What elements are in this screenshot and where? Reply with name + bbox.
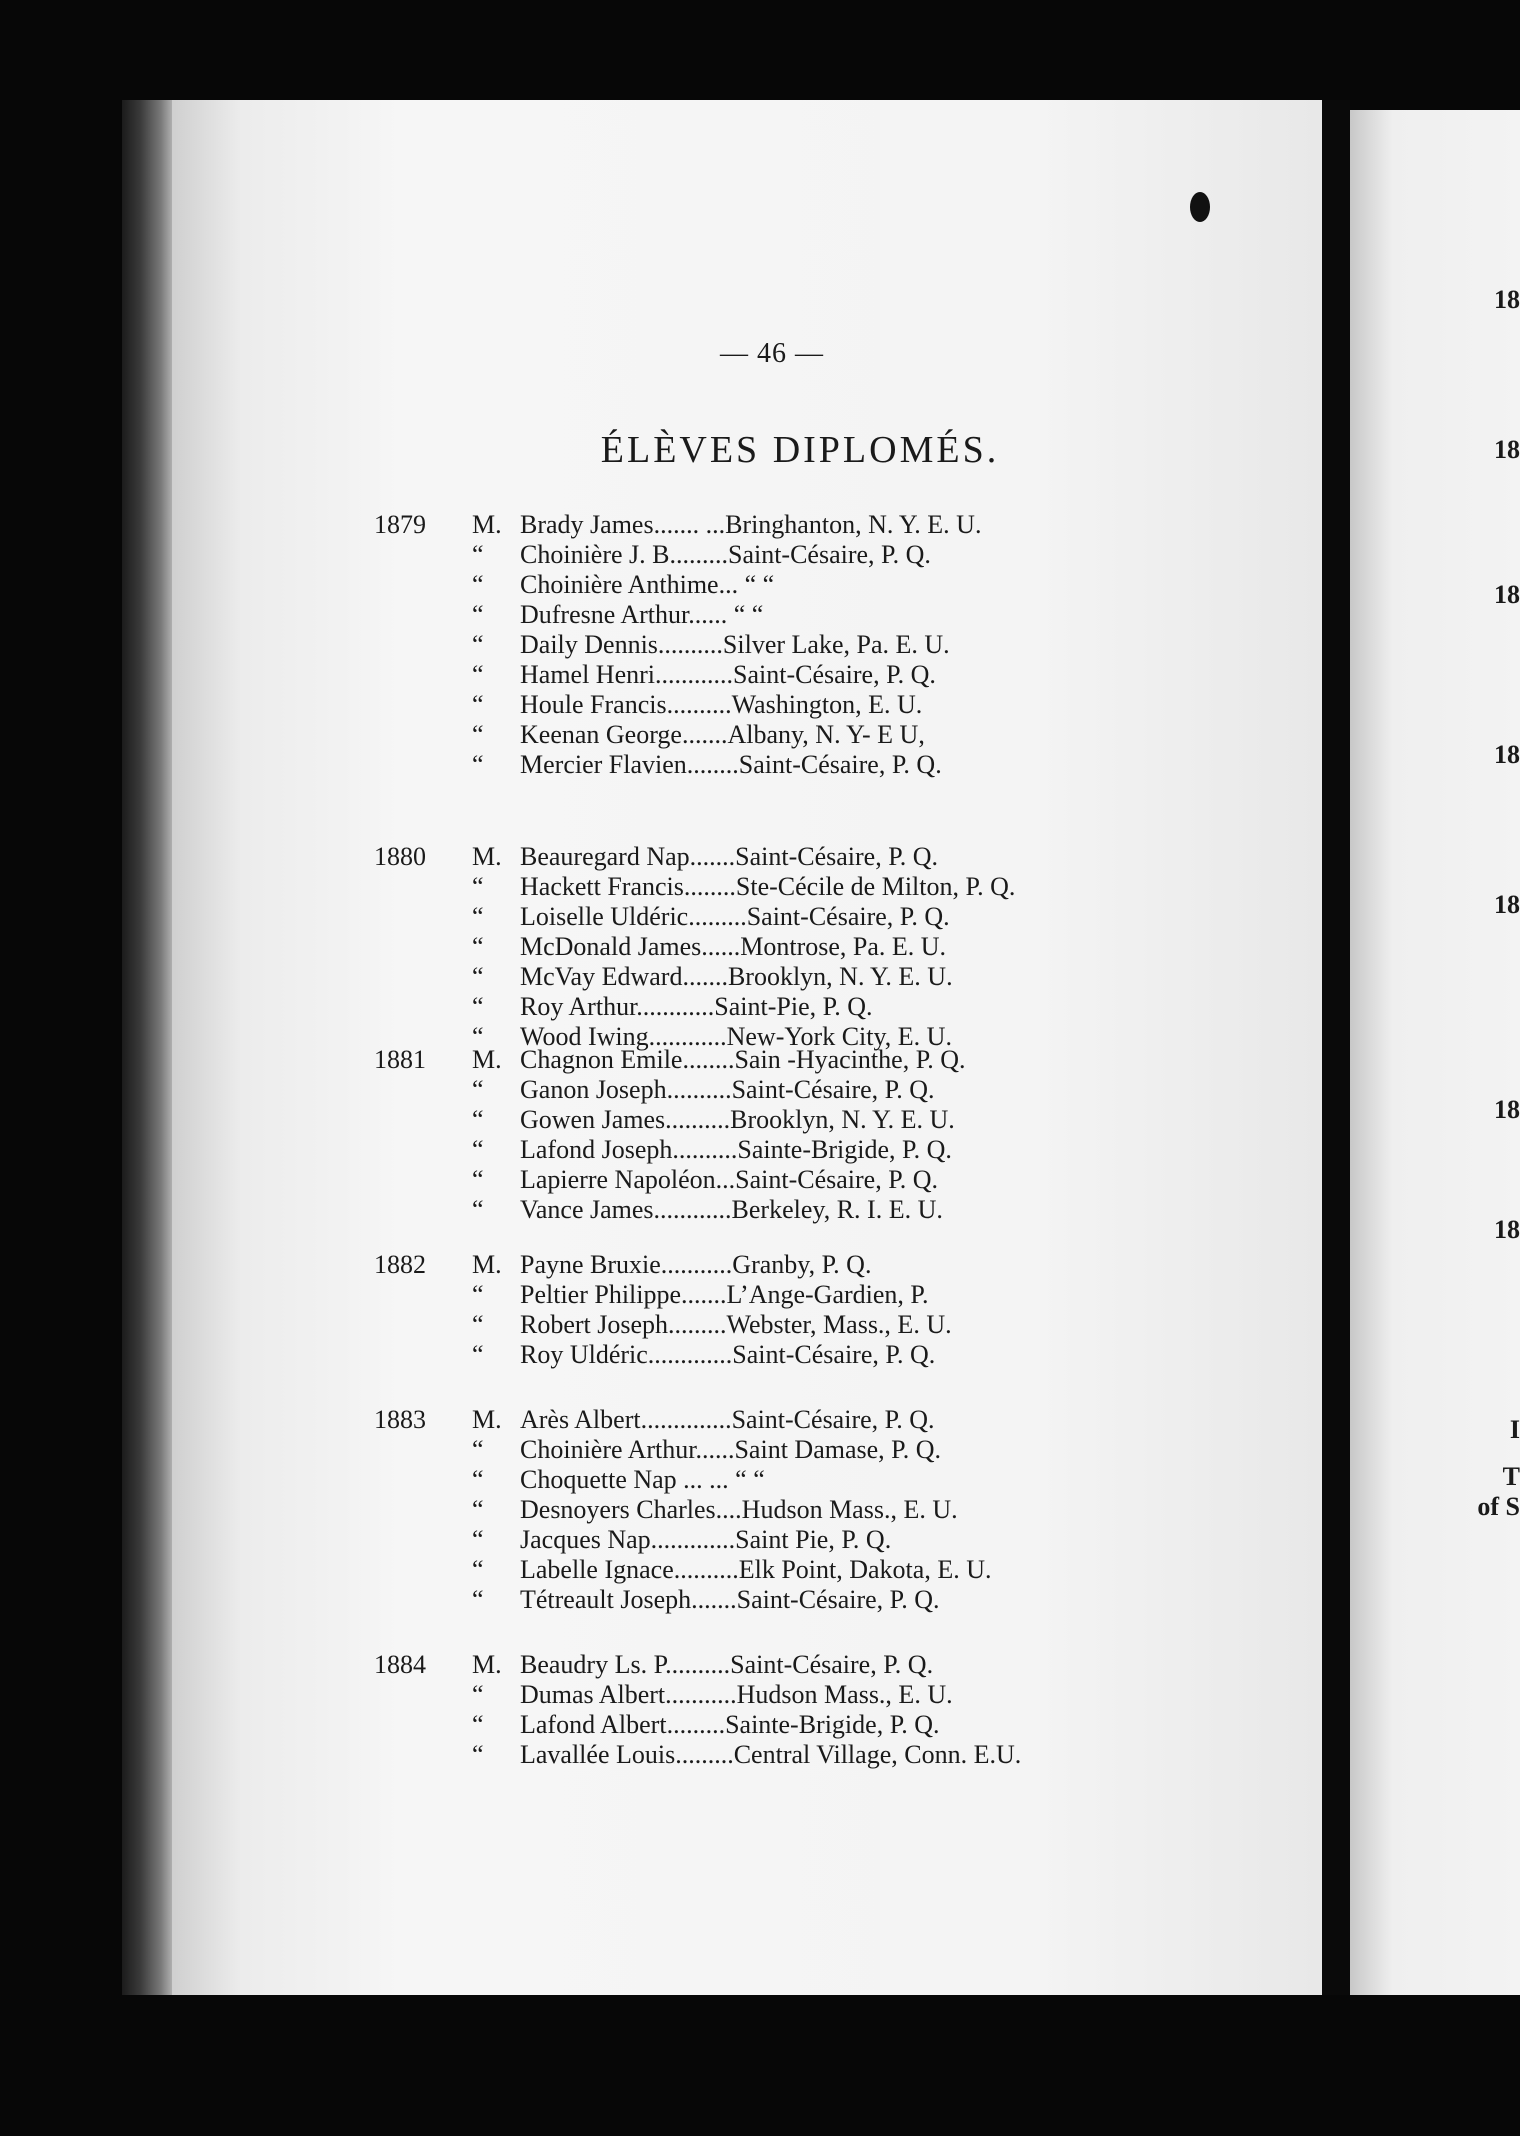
graduate-row xyxy=(0,962,1320,992)
graduate-row xyxy=(0,1045,1320,1075)
graduate-row xyxy=(0,1555,1320,1585)
graduate-entry: Mercier Flavien........Saint-Césaire, P. Q. xyxy=(520,750,942,779)
entry-prefix: “ xyxy=(472,1075,484,1104)
graduate-row xyxy=(0,1165,1320,1195)
graduate-entry: Wood Iwing............New-York City, E. U. xyxy=(520,1022,952,1051)
year-group xyxy=(0,1650,1320,1770)
right-page-fragment: I xyxy=(1509,1415,1520,1444)
graduate-row xyxy=(0,570,1320,600)
entry-prefix: “ xyxy=(472,1310,484,1339)
right-page-fragment: 18 xyxy=(1494,890,1520,919)
page-title: ÉLÈVES DIPLOMÉS. xyxy=(600,429,1000,471)
entry-prefix: M. xyxy=(472,1650,502,1679)
entry-prefix: “ xyxy=(472,660,484,689)
entry-prefix: “ xyxy=(472,1740,484,1769)
year-label: 1884 xyxy=(374,1650,426,1679)
entry-prefix: M. xyxy=(472,1045,502,1074)
entry-prefix: “ xyxy=(472,1340,484,1369)
graduate-entry: Chagnon Emile........Sain -Hyacinthe, P. Q. xyxy=(520,1045,966,1074)
graduate-row xyxy=(0,1435,1320,1465)
graduate-row xyxy=(0,872,1320,902)
graduate-row xyxy=(0,1280,1320,1310)
graduate-entry: Hackett Francis........Ste-Cécile de Milton, P. Q. xyxy=(520,872,1016,901)
entry-prefix: “ xyxy=(472,1195,484,1224)
graduate-row xyxy=(0,630,1320,660)
graduate-row xyxy=(0,510,1320,540)
year-group xyxy=(0,842,1320,1052)
graduate-row xyxy=(0,750,1320,780)
entry-prefix: “ xyxy=(472,540,484,569)
year-group xyxy=(0,510,1320,780)
graduate-entry: McDonald James......Montrose, Pa. E. U. xyxy=(520,932,947,961)
year-label: 1881 xyxy=(374,1045,426,1074)
entry-prefix: “ xyxy=(472,1585,484,1614)
entry-prefix: M. xyxy=(472,1250,502,1279)
ink-blot xyxy=(1190,192,1210,222)
entry-prefix: M. xyxy=(472,1405,502,1434)
graduate-row xyxy=(0,1740,1320,1770)
graduate-row xyxy=(0,932,1320,962)
graduate-row xyxy=(0,1525,1320,1555)
year-label: 1879 xyxy=(374,510,426,539)
graduate-entry: Choinière J. B.........Saint-Césaire, P. Q. xyxy=(520,540,931,569)
graduate-entry: Beauregard Nap.......Saint-Césaire, P. Q. xyxy=(520,842,939,871)
page-number: — 46 — xyxy=(720,338,824,369)
entry-prefix: “ xyxy=(472,902,484,931)
graduate-entry: Lafond Joseph..........Sainte-Brigide, P. Q. xyxy=(520,1135,952,1164)
year-group xyxy=(0,1405,1320,1615)
graduate-row xyxy=(0,1585,1320,1615)
entry-prefix: “ xyxy=(472,1165,484,1194)
right-page-fragment: T xyxy=(1502,1462,1520,1491)
graduate-entry: Brady James....... ...Bringhanton, N. Y. E. U. xyxy=(520,510,982,539)
graduate-entry: Lavallée Louis.........Central Village, Conn. E.U. xyxy=(520,1740,1022,1769)
graduate-row xyxy=(0,1310,1320,1340)
entry-prefix: “ xyxy=(472,570,484,599)
graduate-row xyxy=(0,1135,1320,1165)
graduate-row xyxy=(0,1495,1320,1525)
graduate-row xyxy=(0,720,1320,750)
graduate-row xyxy=(0,992,1320,1022)
graduate-entry: Dufresne Arthur...... “ “ xyxy=(520,600,764,629)
graduate-entry: Keenan George.......Albany, N. Y- E U, xyxy=(520,720,925,749)
entry-prefix: “ xyxy=(472,1495,484,1524)
graduate-entry: Lapierre Napoléon...Saint-Césaire, P. Q. xyxy=(520,1165,939,1194)
entry-prefix: “ xyxy=(472,1555,484,1584)
entry-prefix: “ xyxy=(472,1280,484,1309)
graduate-entry: Labelle Ignace..........Elk Point, Dakota, E. U. xyxy=(520,1555,992,1584)
entry-prefix: “ xyxy=(472,1135,484,1164)
graduate-entry: Robert Joseph.........Webster, Mass., E. U. xyxy=(520,1310,952,1339)
graduate-row xyxy=(0,1465,1320,1495)
graduate-entry: Gowen James..........Brooklyn, N. Y. E. U. xyxy=(520,1105,955,1134)
graduate-entry: Vance James............Berkeley, R. I. E. U. xyxy=(520,1195,943,1224)
right-page xyxy=(1350,110,1520,1995)
graduate-entry: Desnoyers Charles....Hudson Mass., E. U. xyxy=(520,1495,958,1524)
right-page-fragment: 18 xyxy=(1494,1215,1520,1244)
graduate-entry: Roy Arthur............Saint-Pie, P. Q. xyxy=(520,992,873,1021)
entry-prefix: M. xyxy=(472,510,502,539)
entry-prefix: “ xyxy=(472,1710,484,1739)
entry-prefix: “ xyxy=(472,1105,484,1134)
graduate-entry: Peltier Philippe.......L’Ange-Gardien, P. xyxy=(520,1280,929,1309)
graduate-row xyxy=(0,1250,1320,1280)
graduate-row xyxy=(0,1650,1320,1680)
year-label: 1883 xyxy=(374,1405,426,1434)
entry-prefix: “ xyxy=(472,750,484,779)
year-label: 1882 xyxy=(374,1250,426,1279)
graduate-entry: Lafond Albert.........Sainte-Brigide, P. Q. xyxy=(520,1710,940,1739)
right-page-fragment: 18 xyxy=(1494,580,1520,609)
entry-prefix: “ xyxy=(472,932,484,961)
graduate-entry: Dumas Albert...........Hudson Mass., E. U. xyxy=(520,1680,953,1709)
graduate-entry: Hamel Henri............Saint-Césaire, P. Q. xyxy=(520,660,936,689)
entry-prefix: “ xyxy=(472,992,484,1021)
graduate-entry: Payne Bruxie...........Granby, P. Q. xyxy=(520,1250,872,1279)
graduate-entry: Jacques Nap.............Saint Pie, P. Q. xyxy=(520,1525,892,1554)
year-group xyxy=(0,1250,1320,1370)
graduate-entry: Choinière Arthur......Saint Damase, P. Q. xyxy=(520,1435,942,1464)
entry-prefix: “ xyxy=(472,872,484,901)
graduate-entry: Daily Dennis..........Silver Lake, Pa. E. U. xyxy=(520,630,950,659)
graduate-entry: Houle Francis..........Washington, E. U. xyxy=(520,690,923,719)
entry-prefix: “ xyxy=(472,1680,484,1709)
graduate-row xyxy=(0,842,1320,872)
entry-prefix: “ xyxy=(472,1435,484,1464)
right-page-fragment: 18 xyxy=(1494,1095,1520,1124)
right-page-fragment: of S xyxy=(1477,1492,1520,1521)
graduate-row xyxy=(0,902,1320,932)
right-page-fragment: 18 xyxy=(1494,435,1520,464)
entry-prefix: M. xyxy=(472,842,502,871)
entry-prefix: “ xyxy=(472,1525,484,1554)
graduate-entry: Beaudry Ls. P..........Saint-Césaire, P. Q. xyxy=(520,1650,934,1679)
right-page-fragment: 18 xyxy=(1494,740,1520,769)
entry-prefix: “ xyxy=(472,720,484,749)
graduate-row xyxy=(0,1105,1320,1135)
graduate-row xyxy=(0,660,1320,690)
graduate-row xyxy=(0,690,1320,720)
graduate-row xyxy=(0,1075,1320,1105)
graduate-row xyxy=(0,1405,1320,1435)
graduate-entry: Choinière Anthime... “ “ xyxy=(520,570,775,599)
graduate-row xyxy=(0,1710,1320,1740)
right-page-fragment: 18 xyxy=(1494,285,1520,314)
graduate-entry: Choquette Nap ... ... “ “ xyxy=(520,1465,765,1494)
entry-prefix: “ xyxy=(472,962,484,991)
graduate-row xyxy=(0,1340,1320,1370)
year-label: 1880 xyxy=(374,842,426,871)
entry-prefix: “ xyxy=(472,600,484,629)
graduate-entry: Arès Albert..............Saint-Césaire, P. Q. xyxy=(520,1405,935,1434)
entry-prefix: “ xyxy=(472,690,484,719)
graduate-entry: Roy Uldéric.............Saint-Césaire, P. Q. xyxy=(520,1340,936,1369)
graduate-entry: Loiselle Uldéric.........Saint-Césaire, P. Q. xyxy=(520,902,950,931)
entry-prefix: “ xyxy=(472,630,484,659)
graduate-row xyxy=(0,1195,1320,1225)
graduate-entry: Tétreault Joseph.......Saint-Césaire, P. Q. xyxy=(520,1585,940,1614)
graduate-row xyxy=(0,600,1320,630)
graduate-row xyxy=(0,540,1320,570)
graduate-row xyxy=(0,1680,1320,1710)
entry-prefix: “ xyxy=(472,1022,484,1051)
year-group xyxy=(0,1045,1320,1225)
graduate-entry: Ganon Joseph..........Saint-Césaire, P. Q. xyxy=(520,1075,935,1104)
page-gutter xyxy=(1322,100,1350,1995)
entry-prefix: “ xyxy=(472,1465,484,1494)
graduate-entry: McVay Edward.......Brooklyn, N. Y. E. U. xyxy=(520,962,953,991)
